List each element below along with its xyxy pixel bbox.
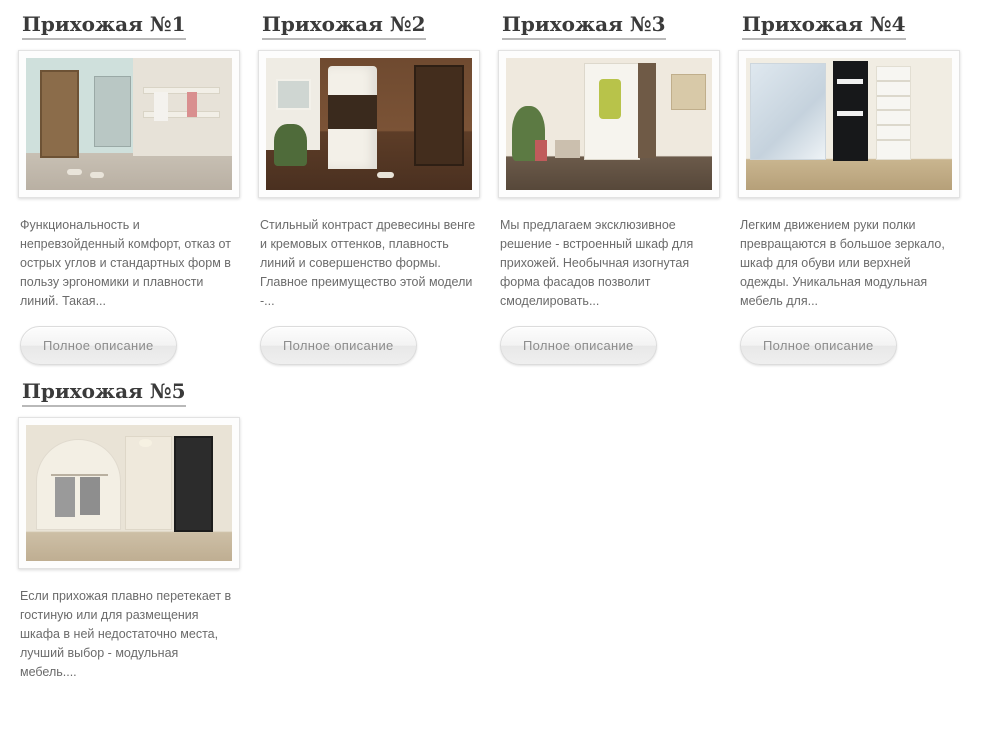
product-card <box>258 8 480 365</box>
product-description: Мы предлагаем эксклюзивное решение - встроенный шкаф для прихожей. Необычная изогнутая форма фасадов позволит смоделировать... <box>500 218 694 308</box>
hallway-2-thumbnail[interactable] <box>258 50 480 198</box>
product-description: Стильный контраст древесины венге и кремовых оттенков, плавность линий и совершенство формы. Главное преимущество этой модели -... <box>260 218 476 308</box>
full-description-button[interactable]: Полное описание <box>20 326 177 365</box>
hallway-5-image <box>26 425 232 561</box>
product-card <box>498 8 720 365</box>
full-description-button[interactable]: Полное описание <box>500 326 657 365</box>
hallway-2-image <box>266 58 472 190</box>
hallway-5-thumbnail[interactable] <box>18 417 240 569</box>
product-title-link[interactable]: Прихожая №3 <box>502 12 666 40</box>
full-description-button[interactable]: Полное описание <box>740 326 897 365</box>
hallway-3-thumbnail[interactable] <box>498 50 720 198</box>
product-title-link[interactable]: Прихожая №4 <box>742 12 906 40</box>
product-title-link[interactable]: Прихожая №2 <box>262 12 426 40</box>
hallway-1-image <box>26 58 232 190</box>
product-card <box>18 8 240 365</box>
hallway-4-thumbnail[interactable] <box>738 50 960 198</box>
hallway-1-thumbnail[interactable] <box>18 50 240 198</box>
product-description: Если прихожая плавно перетекает в гостиную или для размещения шкафа в ней недостаточно места, лучший выбор - модульная мебель.... <box>20 589 232 679</box>
product-card <box>738 8 960 365</box>
product-title-link[interactable]: Прихожая №1 <box>22 12 186 40</box>
product-card <box>18 375 240 683</box>
product-description: Легким движением руки полки превращаются в большое зеркало, шкаф для обуви или верхней одежды. Уникальная модульная мебель для... <box>740 218 945 308</box>
product-title-link[interactable]: Прихожая №5 <box>22 379 186 407</box>
full-description-button[interactable]: Полное описание <box>260 326 417 365</box>
hallway-4-image <box>746 58 952 190</box>
hallway-3-image <box>506 58 712 190</box>
product-description: Функциональность и непревзойденный комфорт, отказ от острых углов и стандартных форм в пользу эргономики и плавности линий. Такая... <box>20 218 231 308</box>
